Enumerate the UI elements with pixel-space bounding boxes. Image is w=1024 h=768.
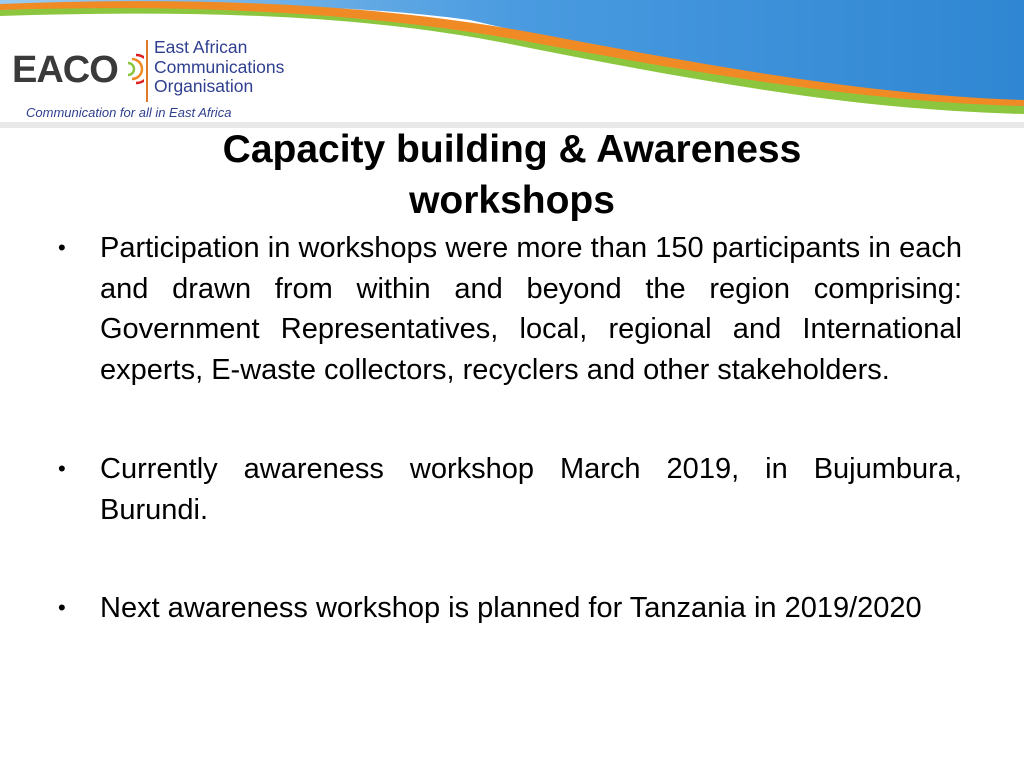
bullet-item [58,588,962,629]
org-name-line-2: Communications [154,56,285,77]
slide-title-line-1: Capacity building & Awareness [222,128,802,171]
logo-divider [146,40,148,102]
bullet-dot-icon: • [58,595,66,621]
bullet-dot-icon: • [58,455,66,481]
logo-abbreviation: EACO [12,49,118,91]
org-name-line-3: Organisation [154,76,254,96]
eaco-logo [8,38,328,126]
slide-title-line-2: workshops [409,179,615,222]
slide-title [0,124,1024,226]
bullet-text: Currently awareness workshop March 2019, in Bujumbura, Burundi. [100,452,962,526]
bullet-item [58,228,962,391]
organisation-name [154,38,284,97]
org-name-line-1: East African [154,37,248,57]
logo-tagline: Communication for all in East Africa [26,105,232,120]
bullet-text: Participation in workshops were more than 150 participants in each and drawn from within and beyond the region comprising: Government Representatives, local, regional and International experts, E-waste collectors, recyclers and other stakeholders. [100,232,962,387]
bullet-text: Next awareness workshop is planned for Tanzania in 2019/2020 [100,592,922,625]
bullet-item [58,449,962,530]
bullet-dot-icon: • [58,235,66,260]
bullet-list [58,228,962,629]
signal-waves-icon [126,49,144,89]
